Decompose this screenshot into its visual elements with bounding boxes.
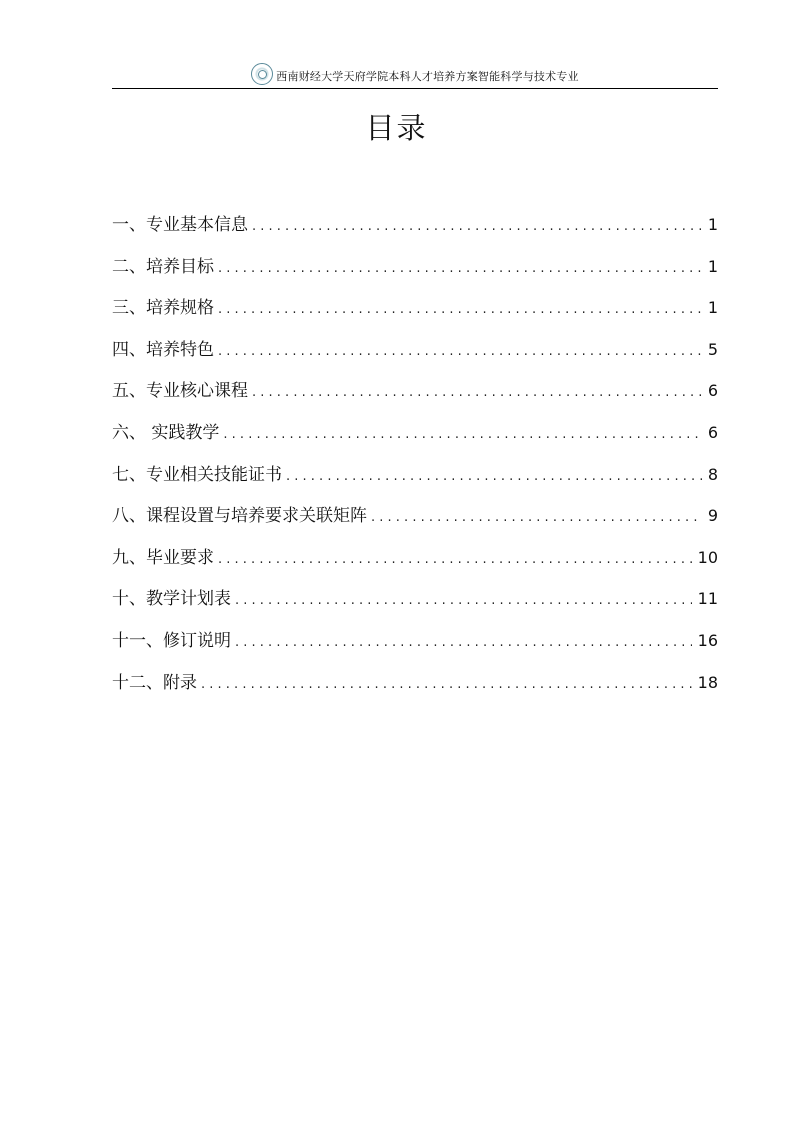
toc-entry-page: 1 xyxy=(707,215,718,234)
header-content xyxy=(112,60,718,88)
toc-entry-professional-info[interactable] xyxy=(112,204,718,246)
toc-entry-label: 十二、附录 xyxy=(112,672,197,693)
toc-entry-page: 1 xyxy=(707,298,718,318)
toc-entry-label: 一、专业基本信息 xyxy=(112,215,248,235)
toc-dot-leader xyxy=(252,372,702,414)
toc-entry-page: 8 xyxy=(707,464,718,484)
toc-entry-course-matrix[interactable] xyxy=(112,495,718,537)
toc-entry-label: 五、专业核心课程 xyxy=(112,381,248,402)
toc-dot-leader xyxy=(201,664,692,706)
toc-entry-label: 六、 实践教学 xyxy=(112,422,220,443)
toc-dot-leader xyxy=(218,289,702,331)
table-of-contents xyxy=(112,204,718,703)
toc-entry-label: 二、培养目标 xyxy=(112,256,214,277)
toc-entry-page: 5 xyxy=(707,339,718,359)
toc-dot-leader xyxy=(218,248,702,290)
toc-entry-page: 18 xyxy=(697,672,718,692)
toc-entry-core-courses[interactable] xyxy=(112,370,718,412)
toc-entry-page: 6 xyxy=(707,381,718,401)
toc-entry-label: 十一、修订说明 xyxy=(112,630,231,651)
toc-dot-leader xyxy=(218,539,692,581)
toc-entry-label: 三、培养规格 xyxy=(112,298,214,319)
toc-entry-page: 6 xyxy=(707,422,718,442)
toc-entry-label: 十、教学计划表 xyxy=(112,589,231,610)
toc-entry-appendix[interactable] xyxy=(112,662,718,704)
toc-entry-page: 11 xyxy=(697,589,718,609)
toc-entry-label: 七、专业相关技能证书 xyxy=(112,464,282,485)
toc-entry-training-goals[interactable] xyxy=(112,246,718,288)
toc-entry-page: 1 xyxy=(707,256,718,276)
toc-dot-leader xyxy=(371,497,702,539)
toc-entry-graduation-requirements[interactable] xyxy=(112,537,718,579)
header-text: 西南财经大学天府学院本科人才培养方案智能科学与技术专业 xyxy=(276,70,579,83)
toc-entry-label: 八、课程设置与培养要求关联矩阵 xyxy=(112,506,367,527)
toc-entry-page: 16 xyxy=(697,630,718,650)
toc-entry-page: 10 xyxy=(697,547,718,567)
toc-entry-revision-notes[interactable] xyxy=(112,620,718,662)
toc-entry-label: 九、毕业要求 xyxy=(112,547,214,568)
toc-entry-training-specs[interactable] xyxy=(112,287,718,329)
university-seal-icon xyxy=(251,63,273,85)
toc-dot-leader xyxy=(286,456,702,498)
toc-dot-leader xyxy=(235,580,692,622)
toc-entry-skill-certificates[interactable] xyxy=(112,454,718,496)
toc-entry-label: 四、培养特色 xyxy=(112,339,214,360)
toc-entry-practical-teaching[interactable] xyxy=(112,412,718,454)
page-header xyxy=(112,58,718,89)
toc-entry-teaching-plan[interactable] xyxy=(112,578,718,620)
toc-dot-leader xyxy=(252,206,702,248)
toc-dot-leader xyxy=(218,331,702,373)
toc-title: 目录 xyxy=(365,111,428,145)
toc-entry-training-features[interactable] xyxy=(112,329,718,371)
toc-dot-leader xyxy=(235,622,692,664)
toc-entry-page: 9 xyxy=(707,506,718,526)
toc-dot-leader xyxy=(223,414,701,456)
